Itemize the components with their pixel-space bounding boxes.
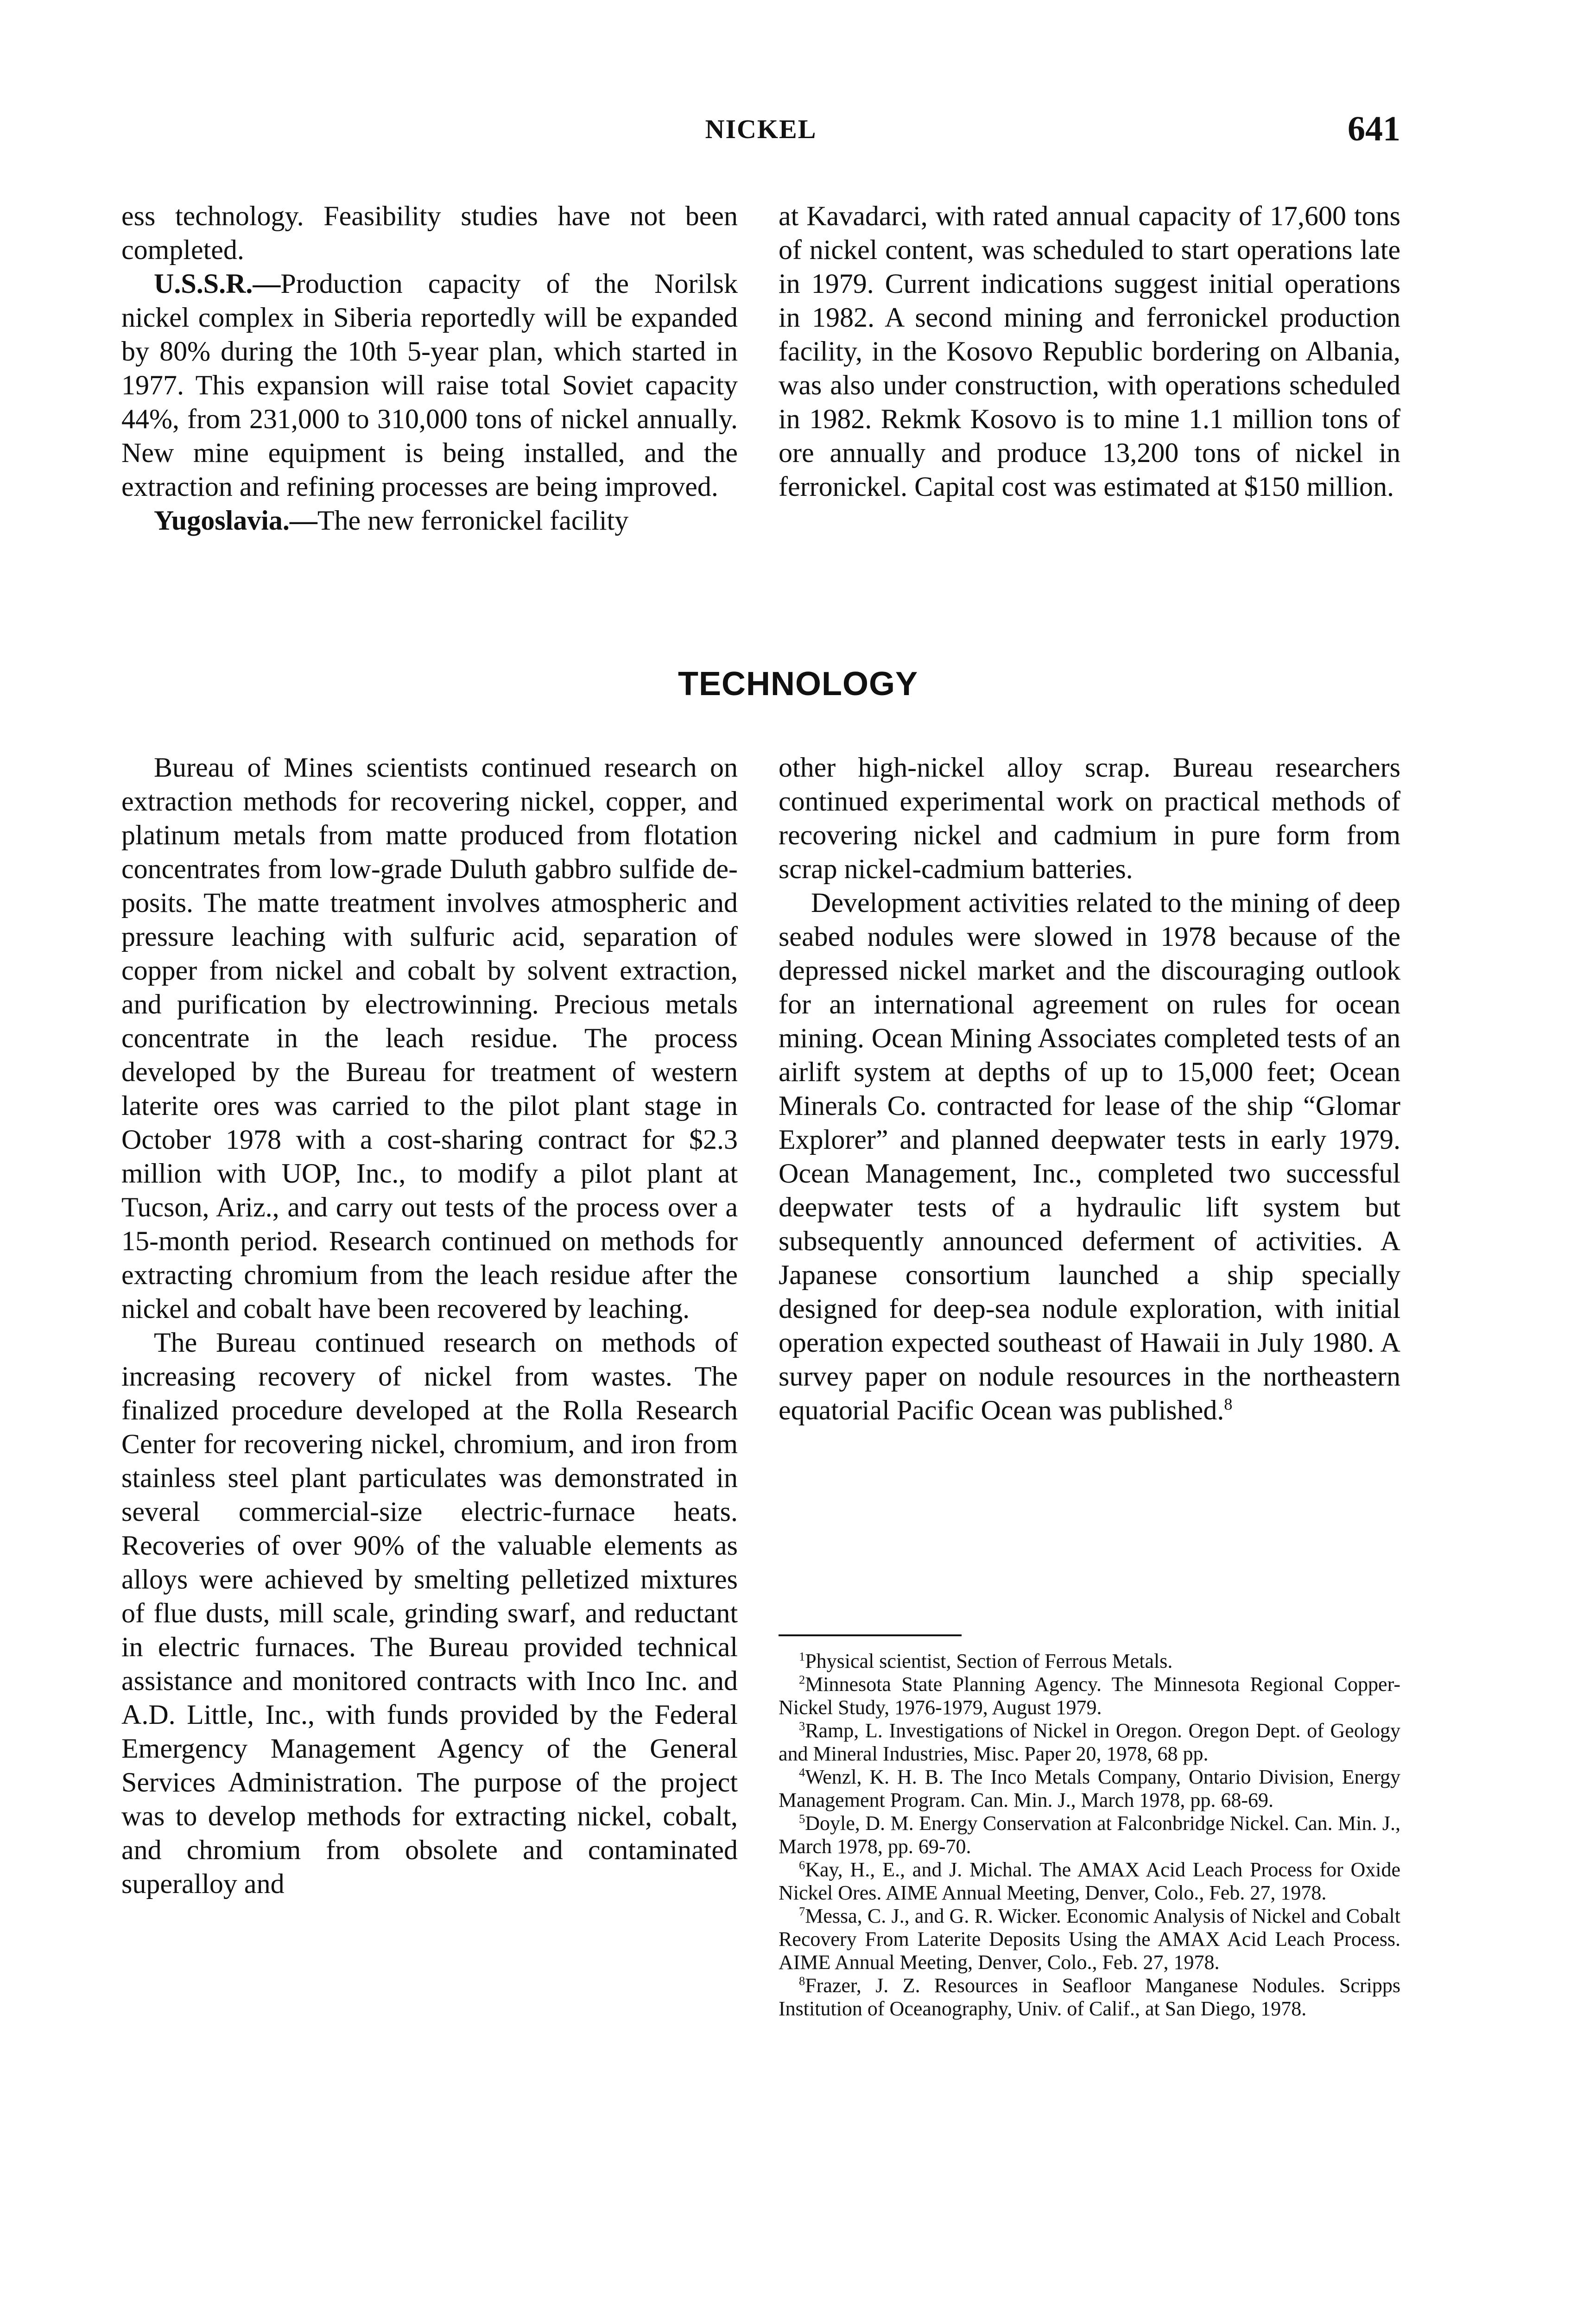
footnote-divider xyxy=(779,1634,962,1636)
footnote-text: Kay, H., E., and J. Michal. The AMAX Acid Leach Process for Oxide Nickel Ores. AIME Annual Meeting, Denver, Colo., Feb. 27, 1978. xyxy=(779,1858,1400,1904)
page-number: 641 xyxy=(1348,109,1400,148)
paragraph: The Bureau continued research on methods of increasing recovery of nickel from wastes. The finalized procedure developed at the Rolla Research Center for recovering nickel, chromium, and iron from stainless steel plant particulates was demonstrated in several commercial-size electric-furnace heats. Recoveries of over 90% of the valuable elements as alloys were achieved by smelting pelletized mixtures of flue dusts, mill scale, grinding swarf, and reductant in electric furnaces. The Bureau provided technical assistance and monitored contracts with Inco Inc. and A.D. Little, Inc., with funds provided by the Federal Emergency Management Agency of the General Services Administration. The purpose of the project was to develop methods for extracting nickel, cobalt, and chromium from obsolete and contaminated superalloy and xyxy=(121,1327,738,1899)
footnote-text: Frazer, J. Z. Resources in Seafloor Manganese Nodules. Scripps Institution of Oceanography, Univ. of Calif., at San Diego, 1978. xyxy=(779,1974,1400,2020)
page-header xyxy=(121,109,1400,151)
footnote-text: Doyle, D. M. Energy Conservation at Falconbridge Nickel. Can. Min. J., March 1978, pp. 69-70. xyxy=(779,1812,1400,1858)
paragraph-text: Development activities related to the mining of deep seabed nodules were slowed in 1978 because of the depressed nickel market and the discouraging outlook for an international agreement on rules for ocean mining. Ocean Mining Associates completed tests of an airlift system at depths of up to 15,000 feet; Ocean Minerals Co. contracted for lease of the ship “Glomar Explorer” and planned deepwater tests in early 1979. Ocean Management, Inc., completed two successful deepwater tests of a hydraulic lift system but subsequently announced deferment of activities. A Japanese consortium launched a ship specially designed for deep-sea nodule exploration, with initial operation expected southeast of Hawaii in July 1980. A survey paper on nodule resources in the northeastern equatorial Pacific Ocean was published. xyxy=(779,887,1400,1425)
footnote-text: Messa, C. J., and G. R. Wicker. Economic Analysis of Nickel and Cobalt Recovery From Laterite Deposits Using the AMAX Acid Leach Process. AIME Annual Meeting, Denver, Colo., Feb. 27, 1978. xyxy=(779,1905,1400,1974)
footnote xyxy=(779,1673,1400,1719)
paragraph-yugoslavia xyxy=(121,504,738,538)
footnote xyxy=(779,1719,1400,1766)
paragraph-text: The new ferronickel facility xyxy=(317,505,629,536)
footnote-reference: 8 xyxy=(1224,1395,1233,1413)
paragraph xyxy=(779,886,1400,1427)
footnotes xyxy=(779,1650,1400,2020)
footnote xyxy=(779,1905,1400,1974)
footnote xyxy=(779,1766,1400,1812)
bottom-left-column xyxy=(121,751,738,1901)
footnote-number: 4 xyxy=(799,1765,805,1779)
run-in-heading-ussr: U.S.S.R.— xyxy=(154,268,281,299)
footnote xyxy=(779,1812,1400,1858)
footnote-number: 8 xyxy=(799,1974,805,1988)
running-title: NICKEL xyxy=(705,114,817,144)
paragraph-ussr xyxy=(121,267,738,504)
top-left-column xyxy=(121,199,738,538)
paragraph-text: Production capacity of the Norilsk nickel complex in Siberia reportedly will be expanded by 80% during the 10th 5-year plan, which started in 1977. This expansion will raise total Soviet capacity 44%, from 231,000 to 310,000 tons of nickel annually. New mine equipment is being installed, and the extraction and refining processes are being improved. xyxy=(121,268,738,502)
run-in-heading-yugoslavia: Yugoslavia.— xyxy=(154,505,317,536)
footnote xyxy=(779,1650,1400,1673)
section-title: TECHNOLOGY xyxy=(678,665,918,703)
footnote-text: Minnesota State Planning Agency. The Minnesota Regional Copper-Nickel Study, 1976-1979, August 1979. xyxy=(779,1673,1400,1719)
footnote-text: Wenzl, K. H. B. The Inco Metals Company, Ontario Division, Energy Management Program. Can. Min. J., March 1978, pp. 68-69. xyxy=(779,1766,1400,1811)
bottom-right-column xyxy=(779,751,1400,1427)
paragraph: at Kavadarci, with rated annual capacity of 17,600 tons of nickel content, was scheduled to start operations late in 1979. Current indications suggest initial operations in 1982. A second mining and ferronickel production facility, in the Kosovo Republic bordering on Albania, was also under construction, with operations scheduled in 1982. Rekmk Kosovo is to mine 1.1 million tons of ore annually and produce 13,200 tons of nickel in ferronickel. Capital cost was estimated at $150 million. xyxy=(779,201,1400,502)
footnote-text: Ramp, L. Investigations of Nickel in Oregon. Oregon Dept. of Geology and Mineral Industries, Misc. Paper 20, 1978, 68 pp. xyxy=(779,1719,1400,1765)
paragraph: Bureau of Mines scientists continued research on extraction methods for recovering nickel, copper, and platinum metals from matte produced from flotation concentrates from low-grade Duluth gabbro sulfide deposits. The matte treatment involves atmospheric and pressure leaching with sulfuric acid, separation of copper from nickel and cobalt by solvent extraction, and purification by electrowinning. Precious metals concentrate in the leach residue. The process developed by the Bureau for treatment of western laterite ores was carried to the pilot plant stage in October 1978 with a cost-sharing contract for $2.3 million with UOP, Inc., to modify a pilot plant at Tucson, Ariz., and carry out tests of the process over a 15-month period. Research continued on methods for extracting chromium from the leach residue after the nickel and cobalt have been recovered by leaching. xyxy=(121,752,738,1324)
footnote-number: 2 xyxy=(799,1672,805,1687)
footnote-number: 1 xyxy=(799,1649,805,1664)
paragraph: ess technology. Feasibility studies have not been completed. xyxy=(121,201,738,265)
top-right-column xyxy=(779,199,1400,504)
paragraph: other high-nickel alloy scrap. Bureau researchers continued experimental work on practical methods of recovering nickel and cadmium in pure form from scrap nickel-cadmium batteries. xyxy=(779,752,1400,884)
footnote-number: 6 xyxy=(799,1858,805,1872)
footnote-number: 3 xyxy=(799,1719,805,1733)
footnote xyxy=(779,1858,1400,1905)
footnote xyxy=(779,1974,1400,2020)
footnote-number: 7 xyxy=(799,1904,805,1918)
footnote-number: 5 xyxy=(799,1811,805,1826)
footnote-text: Physical scientist, Section of Ferrous Metals. xyxy=(805,1650,1173,1672)
